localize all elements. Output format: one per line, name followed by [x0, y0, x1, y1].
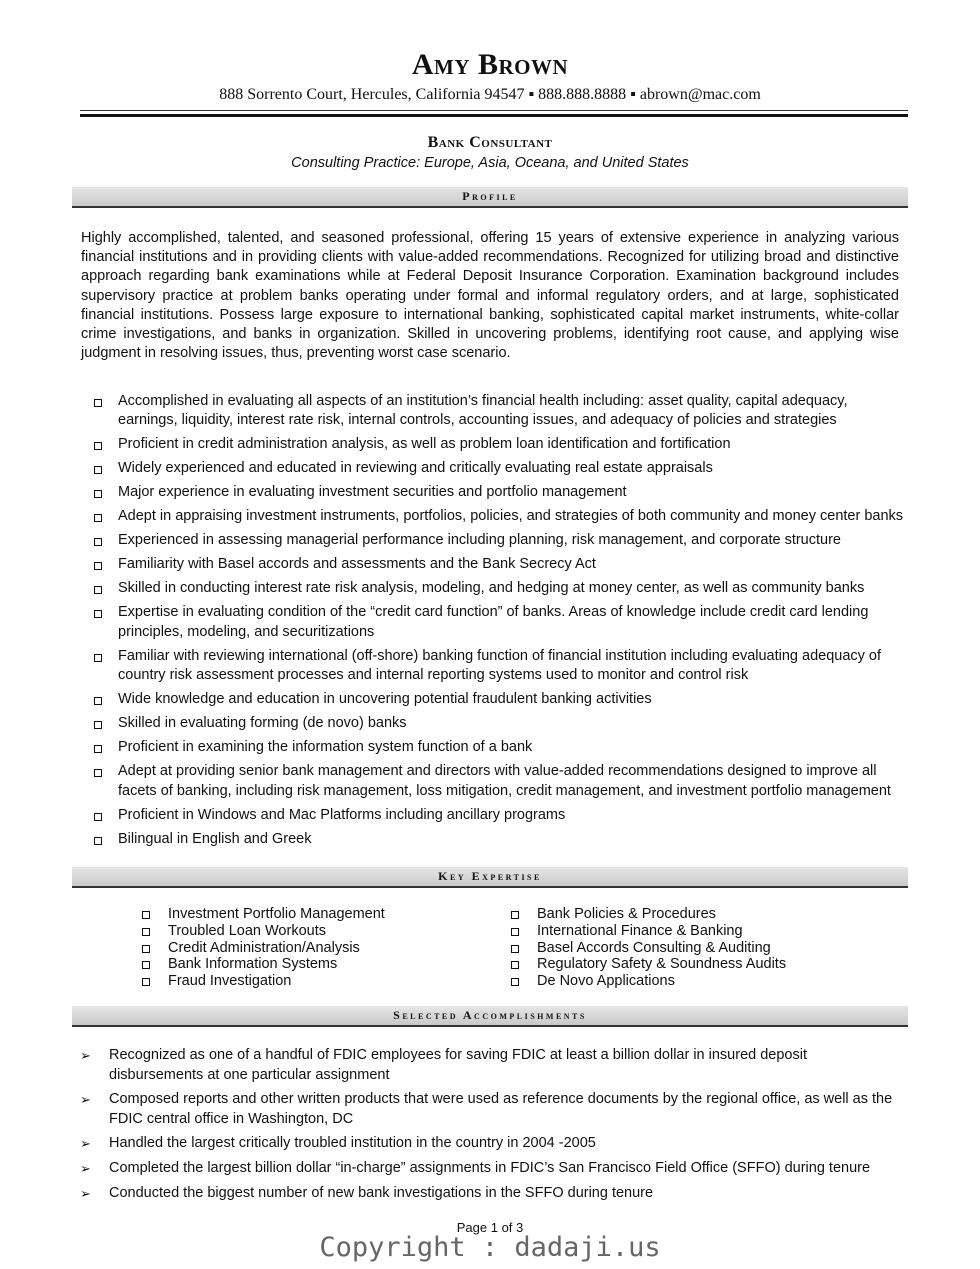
list-item: Bank Policies & Procedures — [509, 906, 786, 923]
checkbox-bullet-icon — [511, 978, 519, 986]
list-item: Troubled Loan Workouts — [140, 923, 385, 940]
list-item: Proficient in examining the information system function of a bank — [0, 738, 980, 757]
list-item: De Novo Applications — [509, 973, 786, 990]
list-item: ➢ Conducted the biggest number of new bank investigations in the SFFO during tenure — [0, 1184, 980, 1204]
checkbox-bullet-icon — [94, 442, 102, 450]
list-item: Major experience in evaluating investment securities and portfolio management — [0, 483, 980, 502]
list-item: Adept in appraising investment instruments, portfolios, policies, and strategies of both community and money center banks — [0, 507, 980, 526]
checkbox-bullet-icon — [94, 562, 102, 570]
checkbox-bullet-icon — [94, 399, 102, 407]
checkbox-bullet-icon — [94, 610, 102, 618]
checkbox-bullet-icon — [142, 961, 150, 969]
arrow-bullet-icon: ➢ — [80, 1185, 91, 1201]
profile-bullet-list — [0, 392, 980, 854]
list-item: Widely experienced and educated in reviewing and critically evaluating real estate appraisals — [0, 459, 980, 478]
list-item: ➢ Composed reports and other written products that were used as reference documents by the regional office, as well as the FDIC central office in Washington, DC — [80, 1091, 893, 1127]
list-item: Credit Administration/Analysis — [140, 940, 385, 957]
list-item: Accomplished in evaluating all aspects of an institution’s financial health including: asset quality, capital adequacy, earnings, liquidity, interest rate risk, internal controls, accounting issues, and adequacy of policies and strategies — [0, 392, 980, 431]
list-item: Wide knowledge and education in uncovering potential fraudulent banking activities — [0, 690, 980, 709]
list-item: Familiarity with Basel accords and assessments and the Bank Secrecy Act — [0, 555, 980, 574]
checkbox-bullet-icon — [94, 813, 102, 821]
list-item: Investment Portfolio Management — [140, 906, 385, 923]
list-item: Fraud Investigation — [140, 973, 385, 990]
job-subtitle: Consulting Practice: Europe, Asia, Oceana, and United States — [291, 155, 689, 171]
arrow-bullet-icon: ➢ — [80, 1092, 91, 1108]
list-item: Skilled in conducting interest rate risk analysis, modeling, and hedging at money center, as well as community banks — [0, 579, 980, 598]
candidate-name: Amy Brown — [411, 48, 569, 81]
checkbox-bullet-icon — [94, 490, 102, 498]
page-number: Page 1 of 3 — [456, 1220, 524, 1235]
header-divider-thin — [80, 110, 908, 111]
contact-line: 888 Sorrento Court, Hercules, California 94547 ▪ 888.888.8888 ▪ abrown@mac.com — [219, 86, 761, 103]
checkbox-bullet-icon — [94, 586, 102, 594]
profile-summary: Highly accomplished, talented, and seasoned professional, offering 15 years of extensive experience in analyzing various financial institutions and in providing clients with value-added recommendations. Recognized for utilizing broad and distinctive approach regarding bank examinations while at Federal Deposit Insurance Corporation. Examination background includes supervisory practice at problem banks operating under formal and informal regulatory orders, and at large, sophisticated financial institutions. Possess large exposure to international banking, sophisticated capital market instruments, white-collar crime investigations, and banks in organization. Skilled in uncovering problems, identifying root cause, and applying wise judgment in resolving issues, thus, preventing worst case scenario. — [81, 230, 899, 362]
header-divider-thick — [80, 114, 908, 117]
arrow-bullet-icon: ➢ — [80, 1136, 91, 1152]
list-item: Familiar with reviewing international (off-shore) banking function of financial institution including evaluating adequacy of country risk assessment processes and internal reporting systems used to monitor and control risk — [0, 647, 980, 686]
job-title: Bank Consultant — [427, 134, 553, 151]
list-item: Skilled in evaluating forming (de novo) banks — [0, 714, 980, 733]
section-heading-key-expertise: Key Expertise — [72, 867, 908, 888]
checkbox-bullet-icon — [94, 769, 102, 777]
copyright-watermark: Copyright : dadaji.us — [319, 1232, 661, 1263]
list-item: Basel Accords Consulting & Auditing — [509, 940, 786, 957]
checkbox-bullet-icon — [511, 928, 519, 936]
checkbox-bullet-icon — [94, 538, 102, 546]
list-item: Proficient in Windows and Mac Platforms including ancillary programs — [0, 806, 980, 825]
list-item: Regulatory Safety & Soundness Audits — [509, 956, 786, 973]
checkbox-bullet-icon — [511, 961, 519, 969]
checkbox-bullet-icon — [142, 928, 150, 936]
list-item: Experienced in assessing managerial performance including planning, risk management, and corporate structure — [0, 531, 980, 550]
checkbox-bullet-icon — [94, 837, 102, 845]
section-heading-profile: Profile — [72, 187, 908, 208]
list-item: Expertise in evaluating condition of the “credit card function” of banks. Areas of knowledge include credit card lending principles, modeling, and securitizations — [0, 603, 980, 642]
checkbox-bullet-icon — [94, 697, 102, 705]
section-heading-accomplishments: Selected Accomplishments — [72, 1006, 908, 1027]
checkbox-bullet-icon — [94, 745, 102, 753]
list-item: Proficient in credit administration analysis, as well as problem loan identification and fortification — [0, 435, 980, 454]
expertise-list-right — [509, 906, 786, 990]
checkbox-bullet-icon — [142, 911, 150, 919]
arrow-bullet-icon: ➢ — [80, 1048, 91, 1063]
arrow-bullet-icon: ➢ — [80, 1160, 91, 1176]
checkbox-bullet-icon — [511, 945, 519, 953]
checkbox-bullet-icon — [142, 978, 150, 986]
checkbox-bullet-icon — [94, 654, 102, 662]
expertise-list-left — [140, 906, 385, 990]
checkbox-bullet-icon — [142, 945, 150, 953]
list-item: ➢ Recognized as one of a handful of FDIC employees for saving FDIC at least a billion dollar in insured deposit disbursements at one particular assignment — [80, 1047, 807, 1083]
checkbox-bullet-icon — [511, 911, 519, 919]
list-item: ➢ Completed the largest billion dollar “in-charge” assignments in FDIC’s San Francisco Field Office (SFFO) during tenure — [0, 1159, 980, 1179]
list-item: ➢ Handled the largest critically troubled institution in the country in 2004 -2005 — [0, 1134, 980, 1154]
checkbox-bullet-icon — [94, 514, 102, 522]
list-item: Bilingual in English and Greek — [0, 830, 980, 849]
checkbox-bullet-icon — [94, 721, 102, 729]
checkbox-bullet-icon — [94, 466, 102, 474]
accomplishments-list — [0, 1046, 980, 1208]
list-item: International Finance & Banking — [509, 923, 786, 940]
list-item: Adept at providing senior bank management and directors with value-added recommendations designed to improve all facets of banking, including risk management, loss mitigation, credit management, and investment portfolio management — [0, 762, 980, 801]
list-item: Bank Information Systems — [140, 956, 385, 973]
